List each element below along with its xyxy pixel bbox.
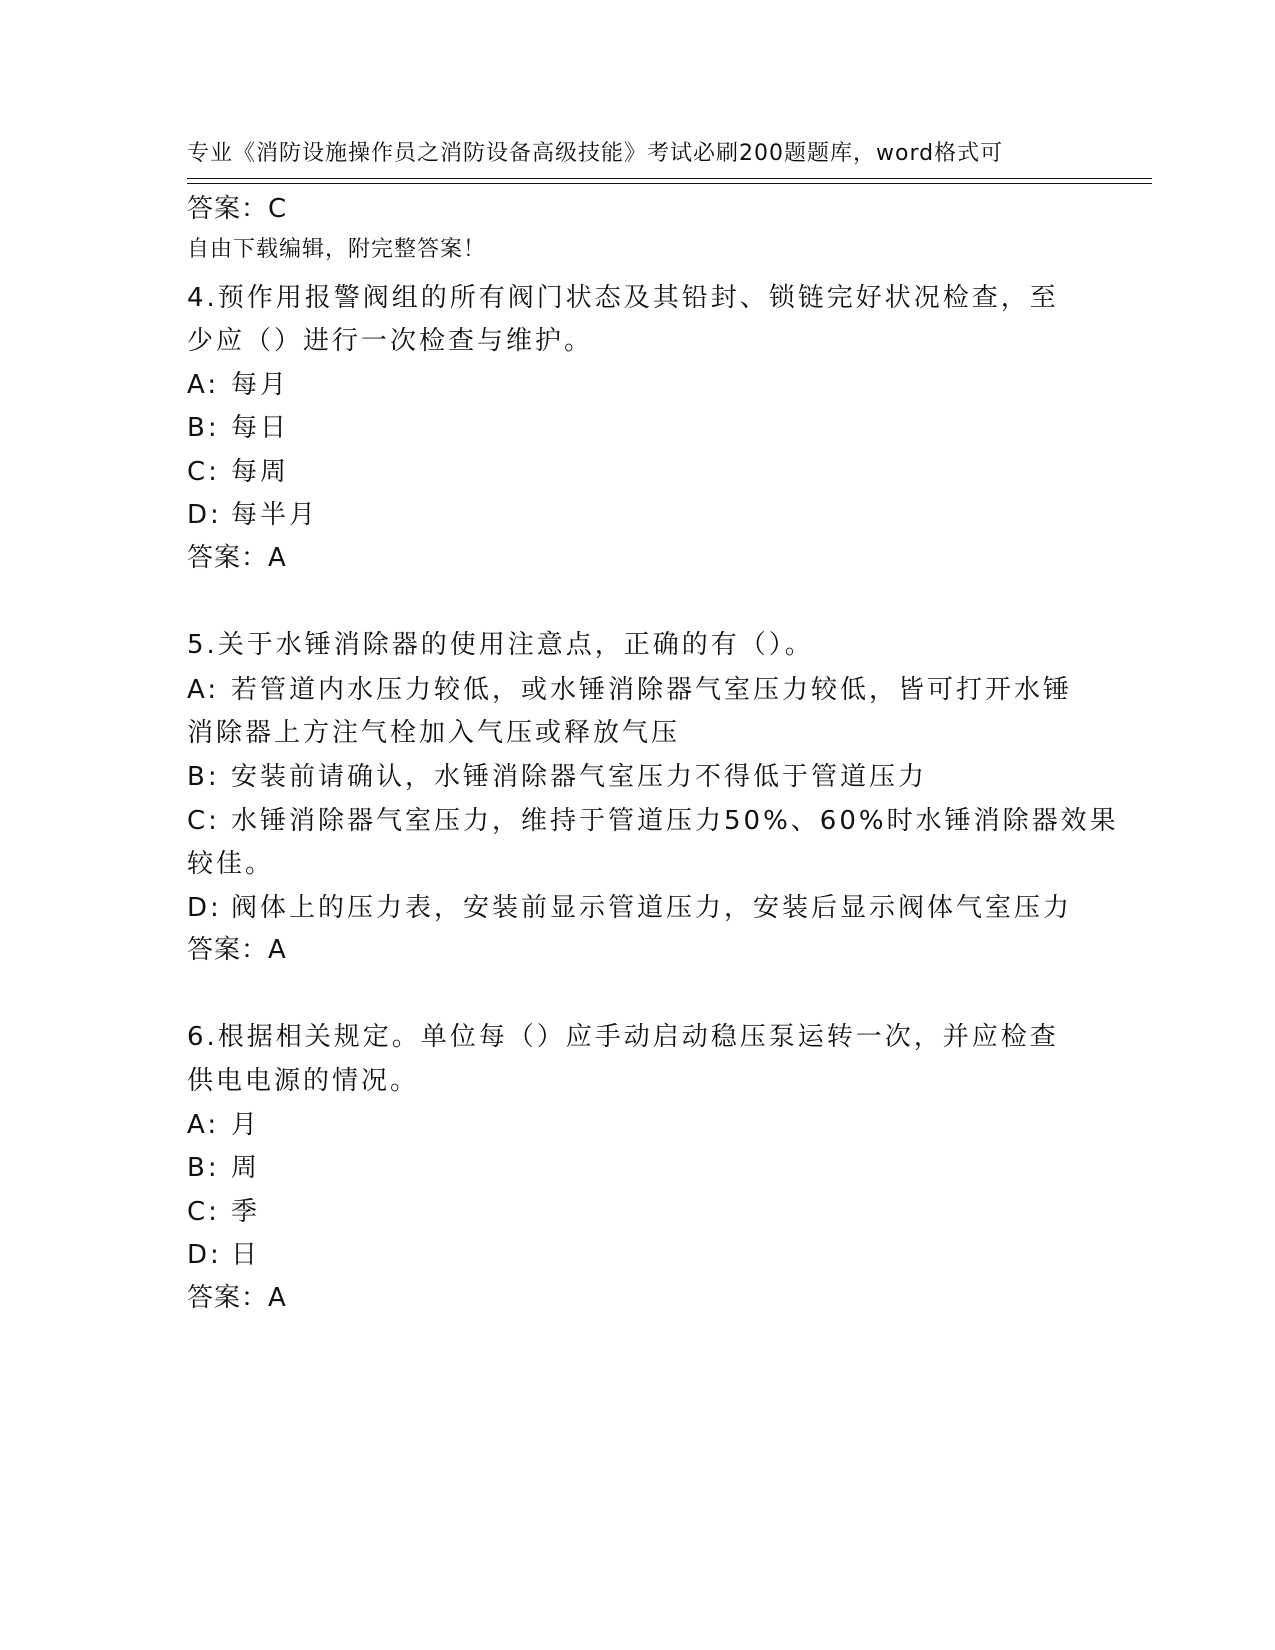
option-a [187, 675, 1087, 705]
question-stem-line-2: 少应（）进行一次检查与维护。 [187, 326, 594, 356]
option-text: 水锤消除器气室压力，维持于管道压力50%、60%时水锤消除器效果 [231, 806, 1119, 836]
option-a [187, 1110, 1087, 1140]
option-text: 周 [231, 1153, 261, 1183]
option-text: 安装前请确认，水锤消除器气室压力不得低于管道压力 [231, 762, 928, 792]
option-a [187, 370, 1087, 400]
answer-label: 答案：A [187, 935, 287, 965]
option-b [187, 762, 1087, 792]
option-c [187, 1197, 1087, 1227]
option-key: C: [187, 806, 220, 836]
option-d [187, 1240, 1087, 1270]
option-c [187, 457, 1087, 487]
header-divider-top [187, 178, 1152, 179]
option-c [187, 806, 1119, 836]
answer-label: 答案：A [187, 1283, 287, 1313]
answer-label: 答案：A [187, 543, 287, 573]
option-text: 阀体上的压力表，安装前显示管道压力，安装后显示阀体气室压力 [231, 893, 1073, 923]
option-text: 每周 [231, 457, 290, 487]
option-key: A: [187, 1110, 220, 1140]
option-text: 月 [231, 1110, 261, 1140]
previous-answer: 答案：C [187, 194, 288, 224]
option-text: 若管道内水压力较低，或水锤消除器气室压力较低，皆可打开水锤 [231, 675, 1073, 705]
option-b [187, 413, 1087, 443]
question-stem-line-1: 5.关于水锤消除器的使用注意点，正确的有（）。 [187, 630, 814, 660]
option-key: C: [187, 1197, 220, 1227]
option-b [187, 1153, 1087, 1183]
header-line-1: 专业《消防设施操作员之消防设备高级技能》考试必刷200题题库，word格式可 [187, 141, 1004, 166]
option-key: C: [187, 457, 220, 487]
option-text: 每日 [231, 413, 290, 443]
option-key: D: [187, 1240, 222, 1270]
option-key: B: [187, 762, 220, 792]
option-key: D: [187, 500, 222, 530]
question-stem-line-1: 6.根据相关规定。单位每（）应手动启动稳压泵运转一次，并应检查 [187, 1022, 1059, 1052]
header-line-2: 自由下载编辑，附完整答案！ [187, 237, 487, 262]
question-stem-line-2: 供电电源的情况。 [187, 1066, 420, 1096]
option-key: A: [187, 675, 220, 705]
option-text: 季 [231, 1197, 261, 1227]
option-text: 每半月 [231, 500, 319, 530]
option-d [187, 500, 1087, 530]
option-key: B: [187, 413, 220, 443]
option-key: A: [187, 370, 220, 400]
option-d [187, 893, 1087, 923]
option-text: 每月 [231, 370, 290, 400]
option-a-continuation: 消除器上方注气栓加入气压或释放气压 [187, 718, 681, 748]
option-c-continuation: 较佳。 [187, 849, 275, 879]
header-divider-bottom [187, 183, 1152, 184]
option-key: B: [187, 1153, 220, 1183]
option-key: D: [187, 893, 222, 923]
question-stem-line-1: 4.预作用报警阀组的所有阀门状态及其铅封、锁链完好状况检查，至 [187, 283, 1059, 313]
option-text: 日 [231, 1240, 261, 1270]
